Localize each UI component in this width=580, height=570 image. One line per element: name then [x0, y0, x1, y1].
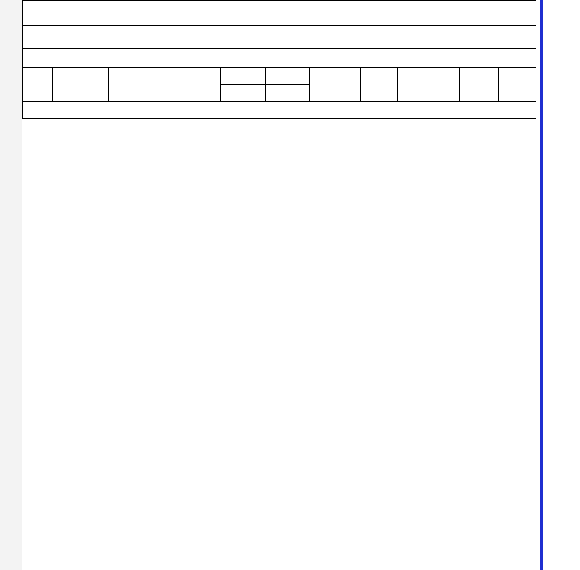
header-height[interactable] — [266, 85, 310, 102]
header-seq[interactable] — [23, 68, 53, 102]
header-unit-area[interactable] — [310, 68, 361, 102]
plan-number[interactable] — [23, 26, 310, 49]
header-qty[interactable] — [361, 68, 398, 102]
header-remark[interactable] — [460, 68, 499, 102]
section-title[interactable] — [23, 102, 537, 119]
header-delivery[interactable] — [499, 68, 537, 102]
header-width-blank[interactable] — [221, 68, 266, 85]
sheet-title[interactable] — [23, 49, 537, 68]
row-header-column[interactable] — [0, 0, 22, 570]
header-glass-no[interactable] — [109, 68, 221, 102]
right-margin — [536, 0, 580, 570]
header-spec[interactable] — [53, 68, 109, 102]
header-height-blank[interactable] — [266, 68, 310, 85]
header-width[interactable] — [221, 85, 266, 102]
page-title[interactable] — [23, 1, 537, 26]
page-break-line — [540, 0, 543, 570]
spreadsheet-grid[interactable] — [22, 0, 536, 570]
glass-table — [22, 0, 536, 119]
date-label[interactable] — [310, 26, 537, 49]
header-total-area[interactable] — [398, 68, 460, 102]
